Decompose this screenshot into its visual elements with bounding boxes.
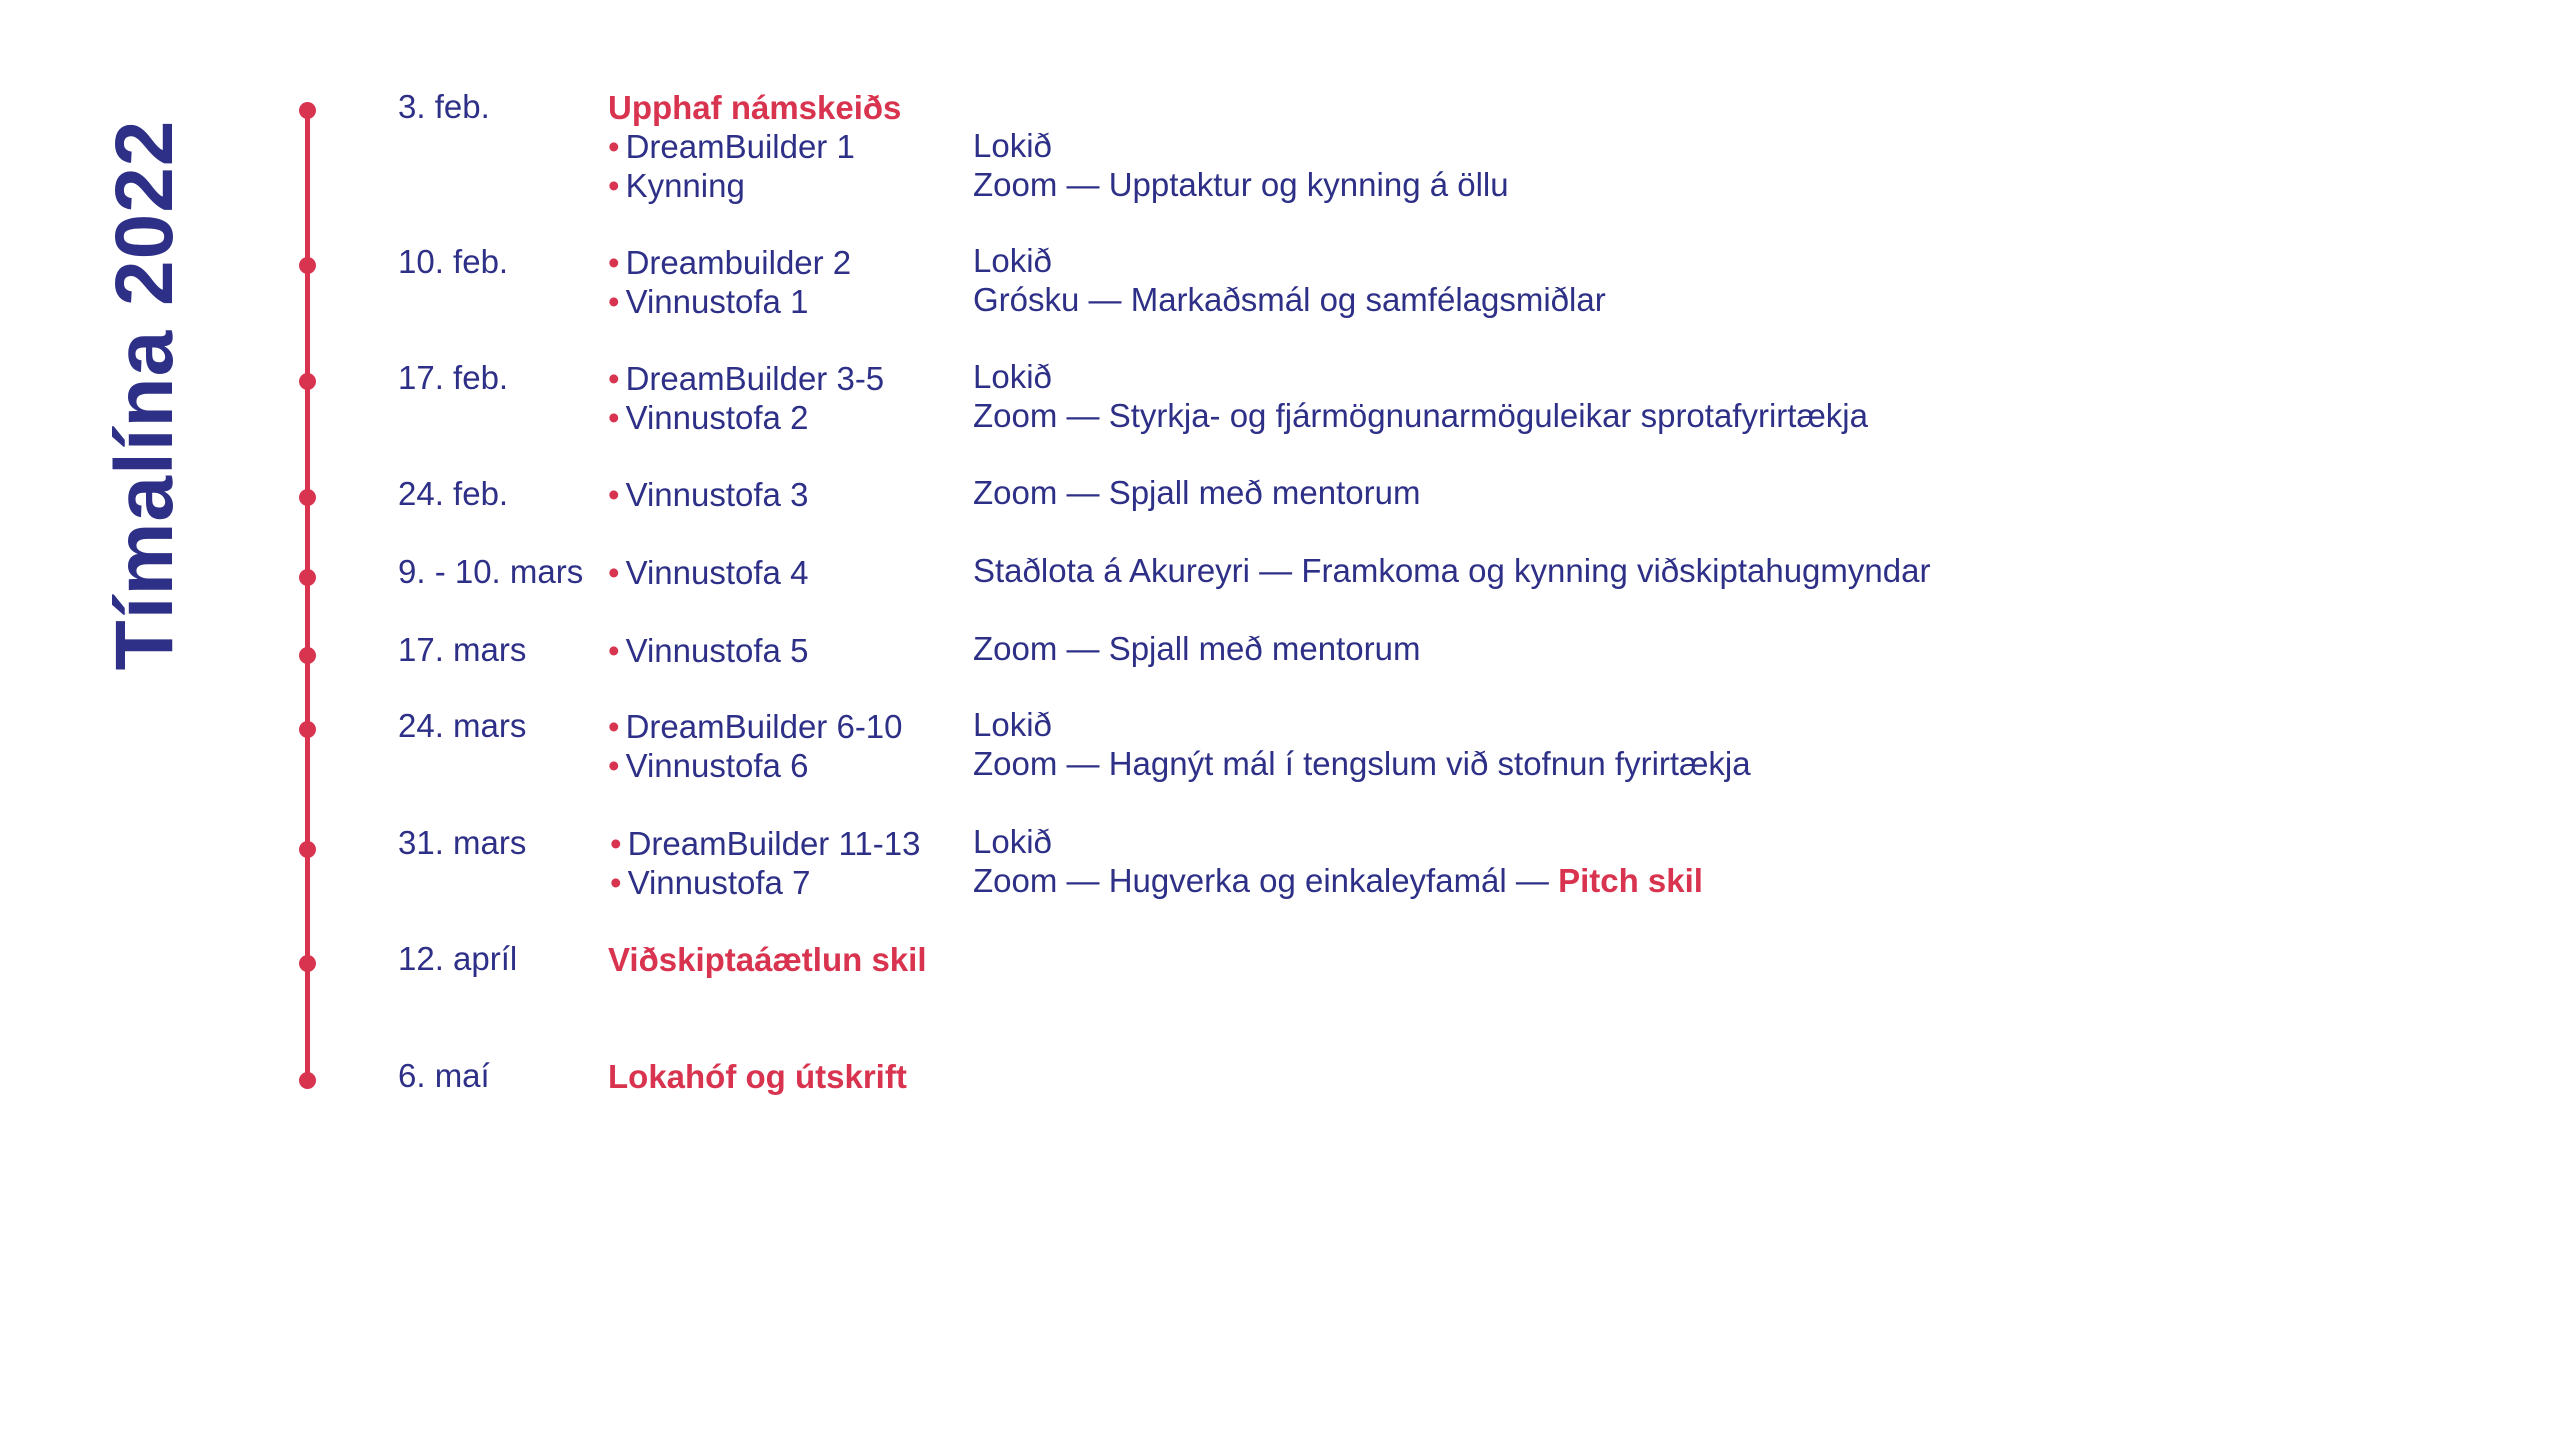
- list-item: [608, 746, 903, 785]
- timeline-dot: [299, 373, 316, 390]
- detail-text: [973, 473, 1420, 512]
- row-details: [973, 357, 1868, 435]
- list-item: [608, 166, 901, 205]
- detail-text: [973, 744, 1751, 783]
- detail-label: Zoom — Upptaktur og kynning á öllu: [973, 166, 1509, 203]
- detail-text: [973, 629, 1420, 668]
- status-text: Lokið: [973, 358, 1052, 395]
- list-item: [608, 243, 851, 282]
- bullet-icon: •: [608, 128, 620, 165]
- row-date: 24. feb.: [398, 475, 509, 512]
- list-item-label: Kynning: [625, 167, 745, 204]
- row-items: [608, 243, 851, 321]
- list-item-label: Vinnustofa 3: [625, 476, 809, 513]
- list-item: [608, 359, 884, 398]
- bullet-icon: •: [608, 747, 620, 784]
- status-text: Lokið: [973, 706, 1052, 743]
- row-details: [973, 629, 1420, 668]
- list-item-label: Vinnustofa 2: [625, 399, 809, 436]
- row-items: [608, 475, 808, 514]
- row-details: [973, 241, 1606, 319]
- list-item-label: Vinnustofa 7: [627, 864, 811, 901]
- list-item-label: Vinnustofa 1: [625, 283, 809, 320]
- list-item: [608, 398, 884, 437]
- row-date: 3. feb.: [398, 88, 490, 125]
- status-text: Lokið: [973, 127, 1052, 164]
- timeline-dot: [299, 841, 316, 858]
- bullet-icon: •: [608, 283, 620, 320]
- row-date: 24. mars: [398, 707, 527, 744]
- row-items: [608, 631, 808, 670]
- row-date: 17. feb.: [398, 359, 509, 396]
- list-item-label: Vinnustofa 5: [625, 632, 809, 669]
- timeline-dot: [299, 489, 316, 506]
- timeline-dot: [299, 721, 316, 738]
- row-items: [608, 553, 808, 592]
- row-date: 17. mars: [398, 631, 527, 668]
- bullet-icon: •: [608, 244, 620, 281]
- bullet-icon: •: [608, 708, 620, 745]
- row-items: [608, 359, 884, 437]
- bullet-icon: •: [608, 632, 620, 669]
- detail-label: Staðlota á Akureyri — Framkoma og kynning viðskiptahugmyndar: [973, 552, 1931, 589]
- list-item-label: DreamBuilder 1: [625, 128, 855, 165]
- timeline-dot: [299, 569, 316, 586]
- row-details: [973, 551, 1930, 590]
- detail-label: Zoom — Styrkja- og fjármögnunarmöguleikar sprotafyrirtækja: [973, 397, 1868, 434]
- list-item: [608, 863, 920, 902]
- row-date: 10. feb.: [398, 243, 509, 280]
- list-item-label: DreamBuilder 3-5: [625, 360, 885, 397]
- row-date: 12. apríl: [398, 940, 518, 977]
- list-item: [608, 553, 808, 592]
- bullet-icon: •: [608, 476, 620, 513]
- list-item-label: Vinnustofa 4: [625, 554, 809, 591]
- list-item-label: DreamBuilder 11-13: [627, 825, 921, 862]
- detail-label: Zoom — Hagnýt mál í tengslum við stofnun fyrirtækja: [973, 745, 1751, 782]
- row-details: [973, 126, 1509, 204]
- detail-text: [973, 861, 1703, 900]
- detail-label: Zoom — Spjall með mentorum: [973, 630, 1421, 667]
- list-item: [608, 282, 851, 321]
- bullet-icon: •: [608, 399, 620, 436]
- row-items: [608, 940, 927, 979]
- row-heading: Viðskiptaáætlun skil: [608, 941, 927, 978]
- status-text: Lokið: [973, 823, 1052, 860]
- timeline-dot: [299, 257, 316, 274]
- list-item: [608, 631, 808, 670]
- row-heading: Lokahóf og útskrift: [608, 1058, 907, 1095]
- row-date: 6. maí: [398, 1057, 490, 1094]
- detail-highlight: Pitch skil: [1558, 862, 1703, 899]
- row-date: 31. mars: [398, 824, 527, 861]
- row-details: [973, 705, 1751, 783]
- list-item: [608, 475, 808, 514]
- row-items: [608, 88, 901, 205]
- row-details: [973, 822, 1703, 900]
- row-items: [608, 824, 920, 902]
- list-item: [608, 707, 903, 746]
- bullet-icon: •: [608, 360, 620, 397]
- timeline-dot: [299, 102, 316, 119]
- list-item: [608, 127, 901, 166]
- row-date: 9. - 10. mars: [398, 553, 584, 590]
- timeline-dot: [299, 1072, 316, 1089]
- row-items: [608, 707, 903, 785]
- row-heading: Upphaf námskeiðs: [608, 89, 902, 126]
- detail-label: Zoom — Hugverka og einkaleyfamál —: [973, 862, 1559, 899]
- list-item-label: Dreambuilder 2: [625, 244, 852, 281]
- list-item: [608, 824, 920, 863]
- timeline-dot: [299, 647, 316, 664]
- timeline-dot: [299, 955, 316, 972]
- row-details: [973, 473, 1420, 512]
- detail-label: Grósku — Markaðsmál og samfélagsmiðlar: [973, 281, 1606, 318]
- list-item-label: Vinnustofa 6: [625, 747, 809, 784]
- bullet-icon: •: [610, 825, 622, 862]
- detail-text: [973, 396, 1868, 435]
- page-title: Tímalína 2022: [99, 119, 190, 671]
- detail-text: [973, 280, 1606, 319]
- bullet-icon: •: [610, 864, 622, 901]
- detail-text: [973, 551, 1930, 590]
- detail-label: Zoom — Spjall með mentorum: [973, 474, 1421, 511]
- timeline-line: [305, 110, 310, 1080]
- row-items: [608, 1057, 907, 1096]
- bullet-icon: •: [608, 167, 620, 204]
- status-text: Lokið: [973, 242, 1052, 279]
- detail-text: [973, 165, 1509, 204]
- list-item-label: DreamBuilder 6-10: [625, 708, 903, 745]
- bullet-icon: •: [608, 554, 620, 591]
